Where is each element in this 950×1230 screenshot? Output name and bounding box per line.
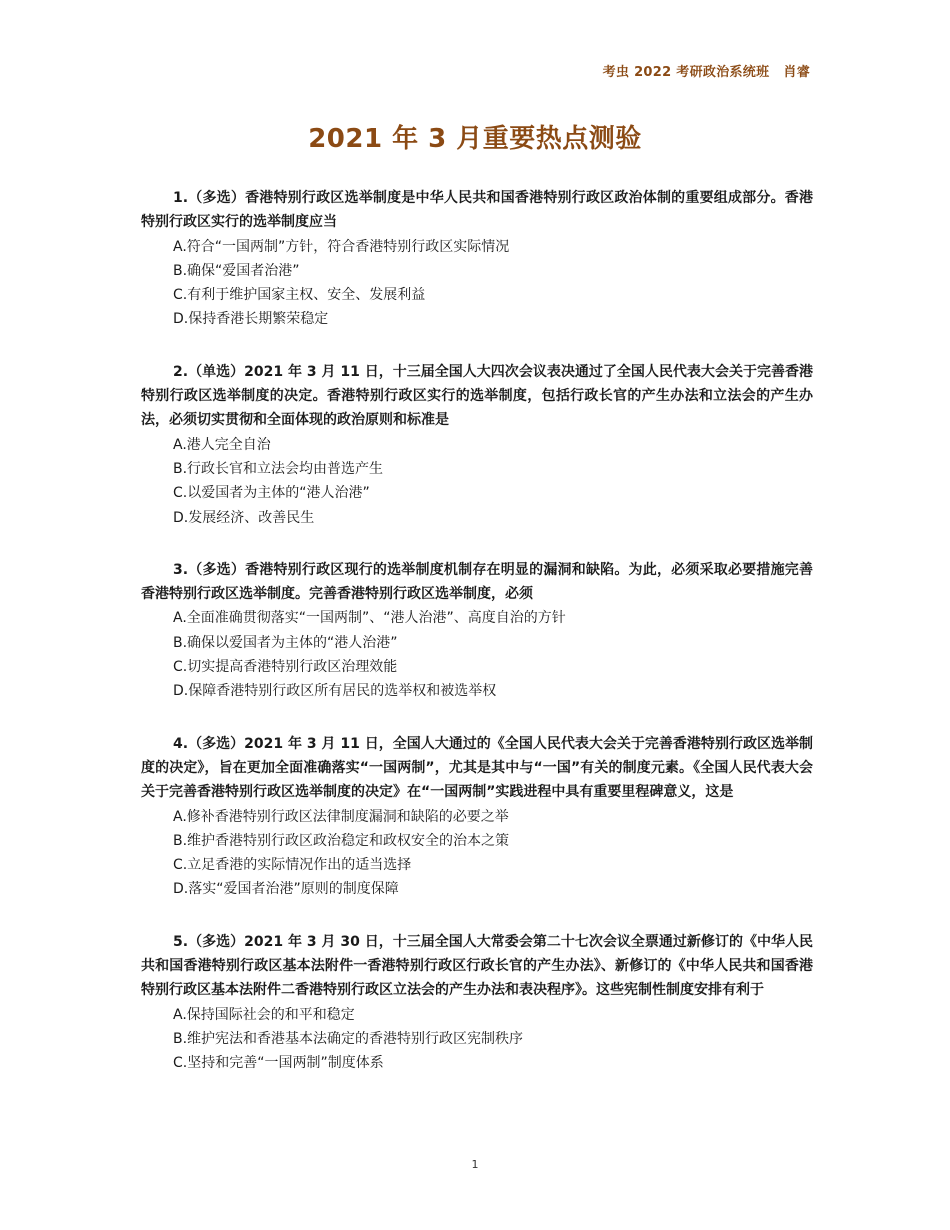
question-list	[141, 186, 813, 1104]
page-number: 1	[471, 1158, 479, 1171]
option-c: C.立足香港的实际情况作出的适当选择	[173, 857, 412, 874]
course-name: 考虫 2022 考研政治系统班	[602, 65, 770, 80]
question-stem: 1.（多选）香港特别行政区选举制度是中华人民共和国香港特别行政区政治体制的重要组成部分。香港特别行政区实行的选举制度应当	[141, 190, 813, 231]
option-d: D.保障香港特别行政区所有居民的选举权和被选举权	[173, 683, 497, 700]
question-2	[141, 360, 813, 530]
page-title: 2021 年 3 月重要热点测验	[308, 124, 642, 154]
question-stem: 3.（多选）香港特别行政区现行的选举制度机制存在明显的漏洞和缺陷。为此，必须采取必要措施完善香港特别行政区选举制度。完善香港特别行政区选举制度，必须	[141, 561, 813, 603]
option-b: B.确保以爱国者为主体的“港人治港”	[173, 634, 398, 651]
option-b: B.确保“爱国者治港”	[173, 262, 300, 279]
page-header	[603, 61, 810, 80]
option-a: A.全面准确贯彻落实“一国两制”、“港人治港”、高度自治的方针	[173, 610, 566, 627]
question-4	[141, 732, 813, 902]
option-c: C.切实提高香港特别行政区治理效能	[173, 659, 398, 676]
option-d: D.保持香港长期繁荣稳定	[173, 311, 329, 328]
author-name: 肖睿	[783, 65, 810, 80]
option-a: A.保持国际社会的和平和稳定	[173, 1006, 355, 1023]
question-stem: 2.（单选）2021 年 3 月 11 日，十三届全国人大四次会议表决通过了全国人民代表大会关于完善香港特别行政区选举制度的决定。香港特别行政区实行的选举制度，包括行政长官的产生办法和立法会的产生办法，必须切实贯彻和全面体现的政治原则和标准是	[141, 363, 813, 429]
option-c: C.有利于维护国家主权、安全、发展利益	[173, 287, 426, 304]
option-d: D.发展经济、改善民生	[173, 509, 315, 526]
option-a: A.修补香港特别行政区法律制度漏洞和缺陷的必要之举	[173, 808, 509, 825]
option-b: B.维护宪法和香港基本法确定的香港特别行政区宪制秩序	[173, 1030, 524, 1047]
question-1	[141, 186, 813, 332]
question-3	[141, 558, 813, 704]
option-b: B.行政长官和立法会均由普选产生	[173, 460, 384, 477]
question-stem: 5.（多选）2021 年 3 月 30 日，十三届全国人大常委会第二十七次会议全票通过新修订的《中华人民共和国香港特别行政区基本法附件一香港特别行政区行政长官的产生办法》、新修订的《中华人民共和国香港特别行政区基本法附件二香港特别行政区立法会的产生办法和表决程序》。这些宪制性制度安排有利于	[141, 933, 813, 999]
question-5	[141, 930, 813, 1076]
option-a: A.港人完全自治	[173, 436, 271, 453]
option-a: A.符合“一国两制”方针，符合香港特别行政区实际情况	[173, 238, 510, 255]
option-c: C.坚持和完善“一国两制”制度体系	[173, 1055, 384, 1072]
option-d: D.落实“爱国者治港”原则的制度保障	[173, 881, 399, 898]
question-stem: 4.（多选）2021 年 3 月 11 日，全国人大通过的《全国人民代表大会关于完善香港特别行政区选举制度的决定》，旨在更加全面准确落实“一国两制”，尤其是其中与“一国”有关的制度元素。《全国人民代表大会关于完善香港特别行政区选举制度的决定》在“一国两制”实践进程中具有重要里程碑意义，这是	[141, 735, 813, 801]
option-b: B.维护香港特别行政区政治稳定和政权安全的治本之策	[173, 832, 510, 849]
option-c: C.以爱国者为主体的“港人治港”	[173, 485, 370, 502]
